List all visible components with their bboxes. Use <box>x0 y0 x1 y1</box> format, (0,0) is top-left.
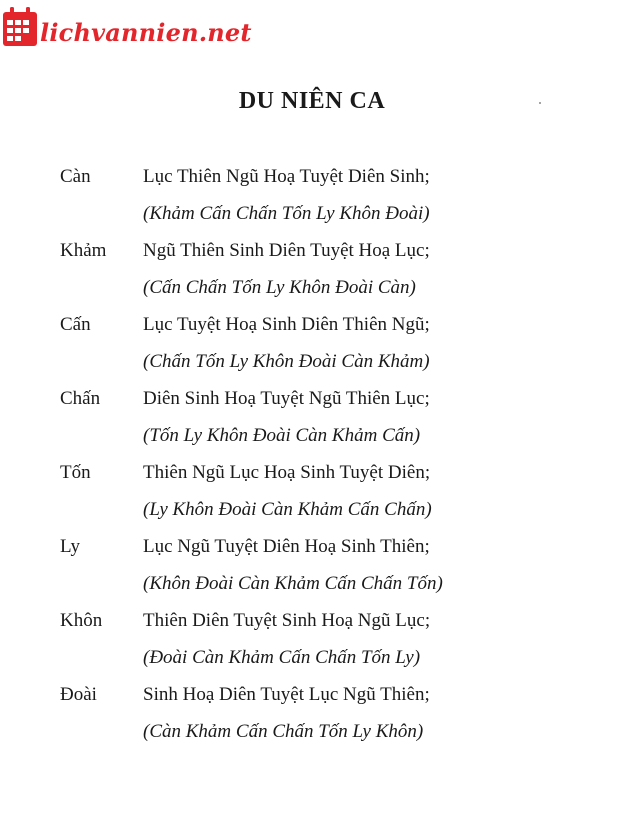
trigram-name: Khảm <box>60 240 107 261</box>
verse-text: Thiên Ngũ Lục Hoạ Sinh Tuyệt Diên; <box>143 462 431 483</box>
verse-sequence: (Cấn Chấn Tốn Ly Khôn Đoài Càn) <box>143 277 416 298</box>
verse-sequence: (Ly Khôn Đoài Càn Khảm Cấn Chấn) <box>143 499 432 520</box>
verse-sequence: (Chấn Tốn Ly Khôn Đoài Càn Khảm) <box>143 351 430 372</box>
verse-sequence: (Đoài Càn Khảm Cấn Chấn Tốn Ly) <box>143 647 421 668</box>
logo-text: lichvannien.net <box>40 17 252 47</box>
stray-mark <box>539 102 541 104</box>
verse-text: Lục Thiên Ngũ Hoạ Tuyệt Diên Sinh; <box>143 166 430 187</box>
trigram-name: Cấn <box>60 314 91 335</box>
calendar-icon <box>0 4 42 50</box>
verse-text: Lục Ngũ Tuyệt Diên Hoạ Sinh Thiên; <box>143 536 430 557</box>
verse-sequence: (Khôn Đoài Càn Khảm Cấn Chấn Tốn) <box>143 573 443 594</box>
trigram-name: Tốn <box>60 462 91 483</box>
trigram-name: Ly <box>60 536 81 557</box>
verse-text: Lục Tuyệt Hoạ Sinh Diên Thiên Ngũ; <box>143 314 430 335</box>
verse-text: Sinh Hoạ Diên Tuyệt Lục Ngũ Thiên; <box>143 684 430 705</box>
verse-sequence: (Tốn Ly Khôn Đoài Càn Khảm Cấn) <box>143 425 421 446</box>
verse-sequence: (Càn Khảm Cấn Chấn Tốn Ly Khôn) <box>143 721 424 742</box>
verse-text: Diên Sinh Hoạ Tuyệt Ngũ Thiên Lục; <box>143 388 430 409</box>
page-title: DU NIÊN CA <box>238 88 386 114</box>
verse-text: Thiên Diên Tuyệt Sinh Hoạ Ngũ Lục; <box>143 610 431 631</box>
verse-text: Ngũ Thiên Sinh Diên Tuyệt Hoạ Lục; <box>143 240 430 261</box>
trigram-name: Khôn <box>60 610 103 631</box>
trigram-name: Càn <box>60 166 91 187</box>
site-logo[interactable] <box>0 0 252 54</box>
verse-sequence: (Khảm Cấn Chấn Tốn Ly Khôn Đoài) <box>143 203 430 224</box>
trigram-name: Chấn <box>60 388 101 409</box>
trigram-name: Đoài <box>60 684 97 705</box>
